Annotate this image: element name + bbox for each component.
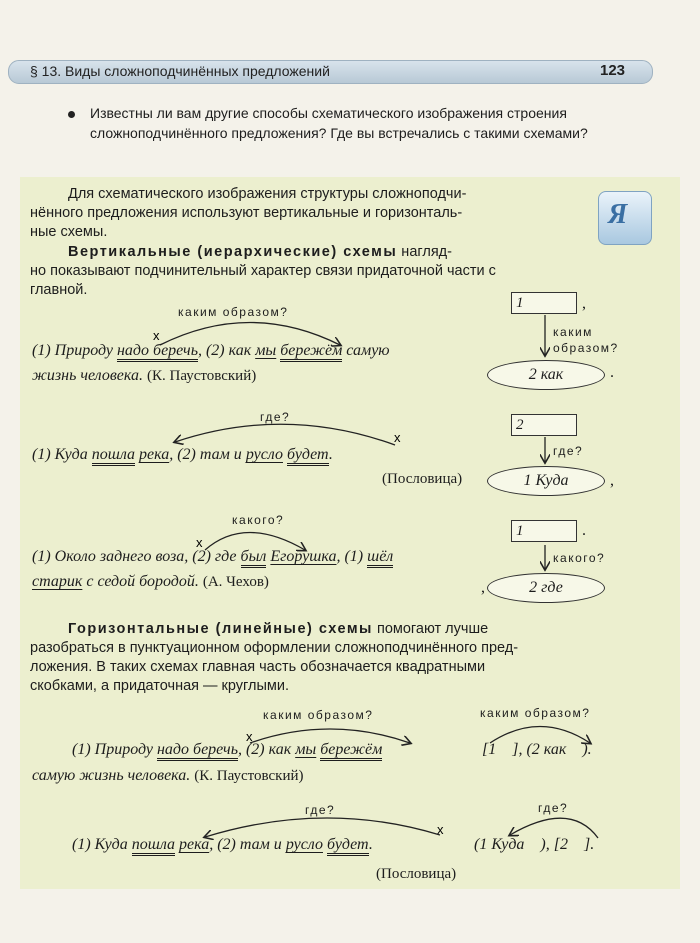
ex1-comma: , (582, 295, 586, 312)
ex3-question: какого? (232, 513, 285, 527)
ex3-main-box: 1 (511, 520, 577, 542)
horizontal-line-4: скобками, а придаточная — круглыми. (30, 678, 289, 694)
svg-text:x: x (394, 430, 401, 445)
ex4-sentence: (1) Природу надо беречь, (2) как мы бережём (72, 741, 382, 759)
horizontal-line-1: Горизонтальные (линейные) схемы помогают лучше (68, 621, 489, 637)
ex1-sub-oval: 2 как (487, 360, 605, 390)
ex2-question: где? (260, 410, 291, 424)
intro-line-3: ные схемы. (30, 224, 108, 240)
ex4-scheme: [1 ], (2 как ). (482, 741, 592, 758)
page-number: 123 (600, 62, 626, 79)
ex3-dot: . (582, 522, 586, 539)
ex2-sub-oval: 1 Куда (487, 466, 605, 496)
ex3-comma: , (481, 579, 485, 596)
ex4-question: каким образом? (263, 708, 374, 722)
ex4-scheme-question: каким образом? (480, 706, 591, 720)
svg-text:x: x (246, 729, 253, 744)
ex2-q2: где? (553, 444, 584, 458)
ex1-sentence-line-2: жизнь человека. (К. Паустовский) (32, 367, 257, 384)
intro-line-1: Для схематического изображения структуры сложноподчи- (68, 186, 467, 202)
svg-text:x: x (196, 535, 203, 550)
ex5-source: (Пословица) (376, 866, 457, 882)
ex3-q2: какого? (553, 551, 606, 565)
ex2-sentence: (1) Куда пошла река, (2) там и русло будет. (32, 446, 333, 464)
ex3-sentence-line-1: (1) Около заднего воза, (2) где был Егорушка, (1) шёл (32, 548, 393, 566)
ex1-q2a: каким (553, 325, 593, 339)
ex2-main-box: 2 (511, 414, 577, 436)
arrow-ex5 (205, 818, 440, 837)
svg-text:x: x (437, 822, 444, 837)
ex5-question: где? (305, 803, 336, 817)
vertical-line-3: главной. (30, 282, 88, 298)
ex2-comma: , (610, 472, 614, 489)
ex5-scheme: (1 Куда ), [2 ]. (474, 836, 595, 853)
ex3-sentence-line-2: старик с седой бородой. (А. Чехов) (32, 573, 269, 590)
horizontal-line-2: разобраться в пунктуационном оформлении сложноподчинённого пред- (30, 640, 519, 656)
vertical-term: Вертикальные (иерархические) схемы (68, 244, 398, 260)
question-text: Известны ли вам другие способы схематического изображения строения сложноподчинённого предложения? Где вы встречались с такими схемами? (90, 105, 588, 141)
ex3-sub-oval: 2 где (487, 573, 605, 603)
ex1-dot: . (610, 364, 614, 381)
intro-line-2: нённого предложения используют вертикальные и горизонталь- (30, 205, 463, 221)
ex5-sentence: (1) Куда пошла река, (2) там и русло будет. (72, 836, 373, 854)
ex5-scheme-question: где? (538, 801, 569, 815)
ex1-question: каким образом? (178, 305, 289, 319)
horizontal-line-3: ложения. В таких схемах главная часть обозначается квадратными (30, 659, 486, 675)
vertical-line-2: но показывают подчинительный характер связи придаточной части с (30, 263, 496, 279)
ex4-line-2: самую жизнь человека. (К. Паустовский) (32, 767, 304, 784)
arrow-ex2 (175, 424, 395, 445)
horizontal-term: Горизонтальные (линейные) схемы (68, 621, 373, 637)
ex1-main-box: 1 (511, 292, 577, 314)
logo-letter: Я (608, 199, 628, 230)
ex1-q2b: образом? (553, 341, 619, 355)
chapter-title: § 13. Виды сложноподчинённых предложений (30, 63, 330, 79)
ex1-sentence-line-1: (1) Природу надо беречь, (2) как мы бережём самую (32, 342, 390, 360)
vertical-rest: нагляд- (397, 244, 452, 260)
svg-text:x: x (153, 328, 160, 343)
ex2-source: (Пословица) (382, 471, 463, 487)
